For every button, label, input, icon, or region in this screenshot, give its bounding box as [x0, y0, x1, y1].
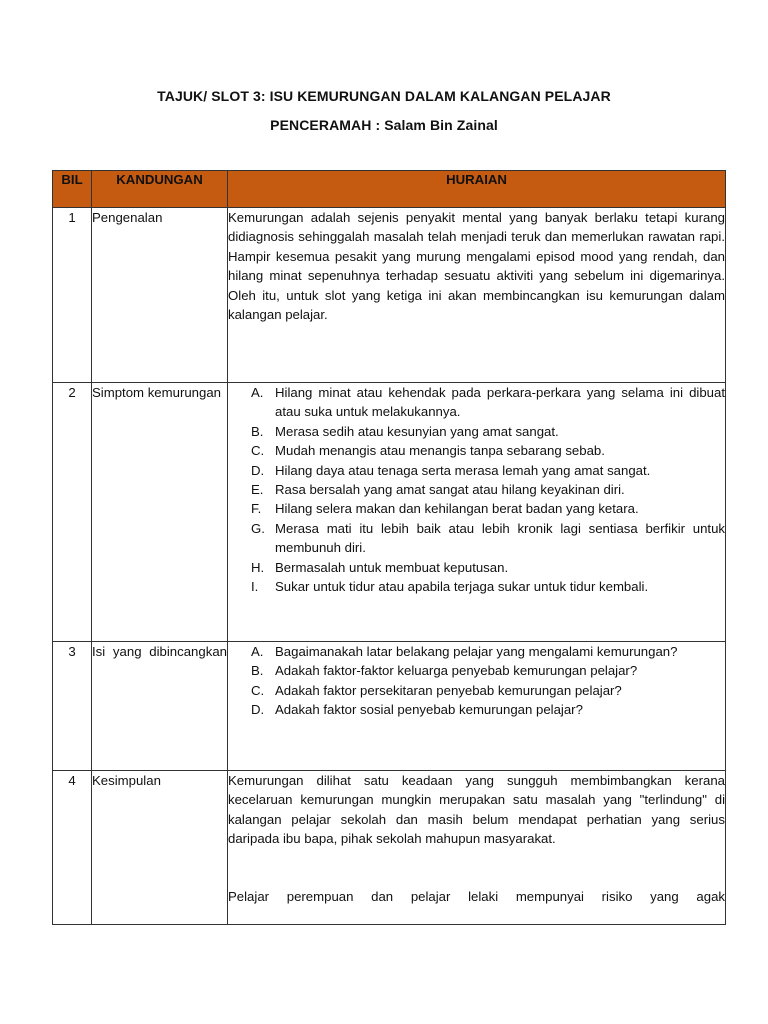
document-title: TAJUK/ SLOT 3: ISU KEMURUNGAN DALAM KALANGAN PELAJAR	[157, 88, 611, 104]
list-item: F. Hilang selera makan dan kehilangan berat badan yang ketara.	[251, 501, 639, 517]
symptom-list	[228, 383, 725, 596]
table-row	[53, 771, 726, 925]
row-huraian	[228, 208, 726, 383]
list-item: D. Adakah faktor sosial penyebab kemurungan pelajar?	[251, 702, 583, 718]
table-row	[53, 642, 726, 771]
huraian-paragraph-continued: Pelajar perempuan dan pelajar lelaki mempunyai risiko yang agak	[228, 888, 725, 904]
speaker-line: PENCERAMAH : Salam Bin Zainal	[270, 117, 498, 133]
row-huraian	[228, 642, 726, 771]
list-item: I. Sukar untuk tidur atau apabila terjaga sukar untuk tidur kembali.	[251, 579, 649, 595]
list-item: G. Merasa mati itu lebih baik atau lebih kronik lagi sentiasa berfikir untuk membunuh diri.	[251, 520, 725, 556]
list-item: B. Merasa sedih atau kesunyian yang amat sangat.	[251, 423, 559, 439]
row-number: 4	[53, 771, 92, 925]
row-huraian	[228, 383, 726, 642]
row-kandungan: Isi yang dibincangkan	[92, 642, 228, 771]
list-item: A. Bagaimanakah latar belakang pelajar yang mengalami kemurungan?	[251, 644, 678, 659]
row-kandungan: Pengenalan	[92, 208, 228, 383]
list-item: H. Bermasalah untuk membuat keputusan.	[251, 559, 509, 575]
huraian-paragraph: Kemurungan dilihat satu keadaan yang sungguh membimbangkan kerana kecelaruan kemurungan mungkin merupakan satu masalah yang "terlindung" di kalangan pelajar sekolah dan masih belum mendapat perhatian yang serius daripada ibu bapa, pihak sekolah mahupun masyarakat.	[228, 773, 725, 847]
row-number: 2	[53, 383, 92, 642]
table-header-row	[53, 171, 726, 208]
row-huraian	[228, 771, 726, 925]
row-kandungan: Kesimpulan	[92, 771, 228, 925]
row-number: 3	[53, 642, 92, 771]
header-bil: BIL	[53, 171, 92, 208]
list-item: E. Rasa bersalah yang amat sangat atau hilang keyakinan diri.	[251, 482, 625, 498]
header-kandungan: KANDUNGAN	[92, 171, 228, 208]
list-item: C. Mudah menangis atau menangis tanpa sebarang sebab.	[251, 443, 605, 459]
row-kandungan: Simptom kemurungan	[92, 383, 228, 642]
list-item: C. Adakah faktor persekitaran penyebab kemurungan pelajar?	[251, 682, 622, 698]
row-number: 1	[53, 208, 92, 383]
list-item: D. Hilang daya atau tenaga serta merasa lemah yang amat sangat.	[251, 462, 651, 478]
question-list	[228, 642, 725, 720]
huraian-paragraph: Kemurungan adalah sejenis penyakit mental yang banyak berlaku tetapi kurang didiagnosis sehinggalah masalah telah menjadi teruk dan memerlukan rawatan rapi. Hampir kesemua pesakit yang murung mengalami episod mood yang rendah, dan hilang minat sepenuhnya terhadap sesuatu aktiviti yang sebelum ini digemarinya. Oleh itu, untuk slot yang ketiga ini akan membincangkan isu kemurungan dalam kalangan pelajar.	[228, 210, 725, 323]
list-item: A. Hilang minat atau kehendak pada perkara-perkara yang selama ini dibuat atau suka untuk melakukannya.	[251, 385, 725, 420]
list-item: B. Adakah faktor-faktor keluarga penyebab kemurungan pelajar?	[251, 663, 638, 679]
table-row	[53, 383, 726, 642]
header-huraian: HURAIAN	[228, 171, 726, 208]
table-row	[53, 208, 726, 383]
content-table	[52, 170, 726, 925]
